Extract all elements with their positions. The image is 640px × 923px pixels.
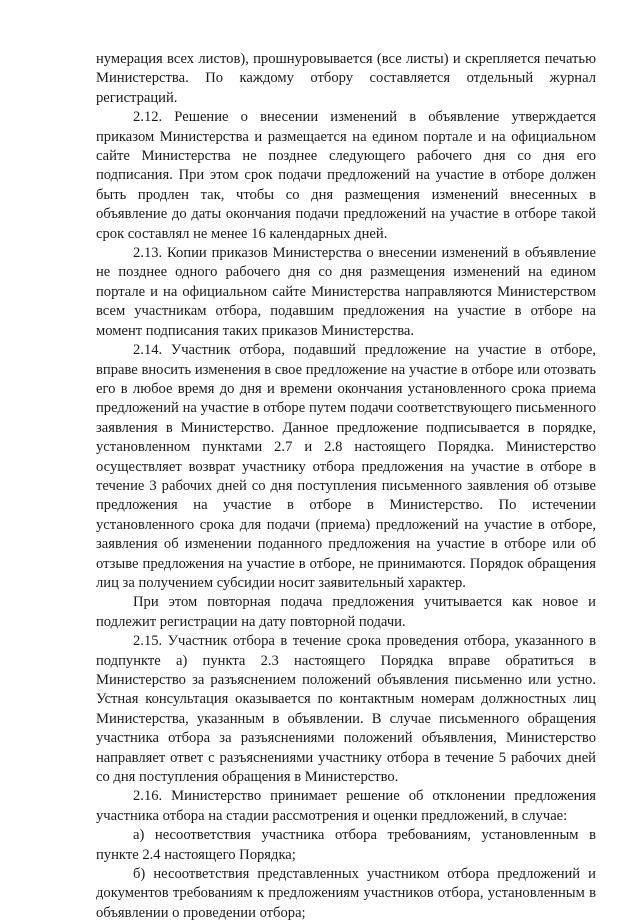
- paragraph-2-14: 2.14. Участник отбора, подавший предложение на участие в отборе, вправе вносить изменения в свое предложение на участие в отборе или отозвать его в любое время до дня и времени окончания установленного срока приема предложений на участие в отборе путем подачи соответствующего письменного заявления в Министерство. Данное предложение подписывается в порядке, установленном пунктами 2.7 и 2.8 настоящего Порядка. Министерство осуществляет возврат участнику отбора предложения на участие в отборе в течение 3 рабочих дней со дня поступления письменного заявления об отзыве предложения на участие в отборе в Министерство. По истечении установленного срока для подачи (приема) предложений на участие в отборе, заявления об изменении поданного предложения на участие в отборе или об отзыве предложения на участие в отборе, не принимаются. Порядок обращения лиц за получением субсидии носит заявительный характер.: [96, 342, 596, 591]
- paragraph-2-12: 2.12. Решение о внесении изменений в объявление утверждается приказом Министерства и размещается на едином портале и на официальном сайте Министерства не позднее следующего рабочего дня со дня его подписания. При этом срок подачи предложений на участие в отборе должен быть продлен так, чтобы со дня размещения изменений внесенных в объявление до даты окончания подачи предложений на участие в отборе такой срок составлял не менее 16 календарных дней.: [96, 109, 596, 242]
- paragraph-item-a: а) несоответствия участника отбора требованиям, установленным в пункте 2.4 настоящего Порядка;: [96, 827, 596, 863]
- paragraph-repeat-submission: При этом повторная подача предложения учитывается как новое и подлежит регистрации на дату повторной подачи.: [96, 594, 596, 630]
- paragraph-2-16: 2.16. Министерство принимает решение об отклонении предложения участника отбора на стадии рассмотрения и оценки предложений, в случае:: [96, 788, 596, 824]
- paragraph-2-13: 2.13. Копии приказов Министерства о внесении изменений в объявление не позднее одного рабочего дня со дня размещения изменений на едином портале и на официальном сайте Министерства направляются Министерством всем участникам отбора, подавшим предложения на участие в отборе на момент подписания таких приказов Министерства.: [96, 245, 596, 339]
- paragraph-continuation: нумерация всех листов), прошнуровывается (все листы) и скрепляется печатью Министерства. По каждому отбору составляется отдельный журнал регистраций.: [96, 51, 596, 106]
- paragraph-item-b: б) несоответствия представленных участником отбора предложений и документов требованиям к предложениям участников отбора, установленным в объявлении о проведении отбора;: [96, 866, 596, 921]
- document-page: [96, 50, 596, 923]
- paragraph-2-15: 2.15. Участник отбора в течение срока проведения отбора, указанного в подпункте а) пункта 2.3 настоящего Порядка вправе обратиться в Министерство за разъяснением положений объявления письменно или устно. Устная консультация оказывается по контактным номерам должностных лиц Министерства, указанным в объявлении. В случае письменного обращения участника отбора за разъяснениями положений объявления, Министерство направляет ответ с разъяснениями участнику отбора в течение 5 рабочих дней со дня поступления обращения в Министерство.: [96, 633, 596, 786]
